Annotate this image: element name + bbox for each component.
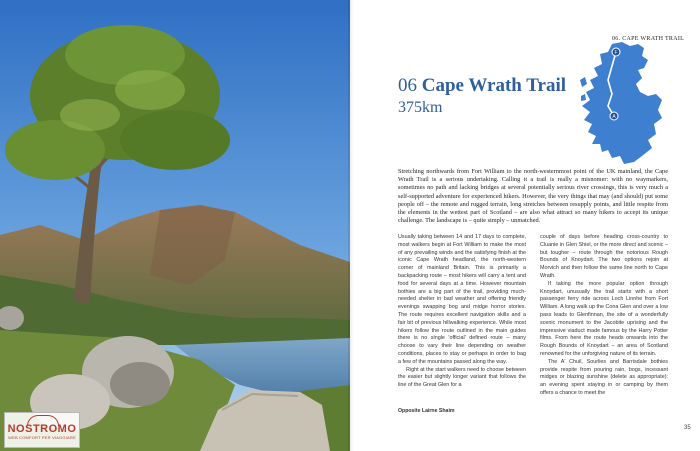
boulder-shade — [110, 362, 170, 406]
foliage — [120, 110, 230, 170]
route-heading — [398, 76, 566, 118]
body-paragraph: couple of days before heading cross-country to Cluanie in Glen Shiel, or the more direct and scenic – but tougher – route through the notorious Rough Bounds of Knoydart. The two options rejoin at Morvich and then follow the same line north to Cape Wrath. — [540, 234, 668, 279]
route-end-marker: A — [612, 114, 616, 120]
route-number: 06 — [398, 75, 417, 96]
route-start-marker: F — [614, 50, 618, 56]
foliage-highlight — [60, 99, 120, 131]
intro-paragraph: Stretching northwards from Fort William to the north-westernmost point of the UK mainland, the Cape Wrath Trail is a serious undertaking. Calling it a trail is really a misnomer: with no waymarkers, sometimes no path and lacking bridges at several potentially serious river crossings, this is very much a self-supported adventure for experienced hikers. However, the very things that may (and should) put some people off – the remote and rugged terrain, long stretches between resupply points, and little respite from the elements in the wettest part of Scotland – are also what attract so many hikers to accept its unique challenge. The landscape is – quite simply – unmatched. — [398, 168, 668, 225]
scotland-route-map — [578, 40, 664, 166]
watermark-logo — [4, 412, 80, 448]
running-head: 06. CAPE WRATH TRAIL — [612, 36, 685, 42]
route-title — [398, 76, 566, 96]
logo-arc — [27, 415, 59, 426]
logo-tagline: WEB COMFORT PER VIAGGIARE — [8, 435, 76, 440]
photo-caption: Opposite Lairne Shaim — [398, 408, 455, 414]
body-paragraph: Usually taking between 14 and 17 days to complete, most walkers begin at Fort William to make the most of any prevailing winds and the satisfying finish at the iconic Cape Wrath headland, the north-western corner of mainland Britain. This is primarily a backpacking route – most hikers will carry a tent and food for several days at a time. However mountain bothies are a big part of the trail, providing much-needed shelter in bad weather and offering friendly evenings swapping bog and midge horror stories. The route requires excellent navigation skills and a fair bit of previous hillwalking experience. While most hikers follow the route outlined in the main guides there is no single 'official' defined route – many choose to vary their line depending on weather conditions, places to stay or perhaps in order to bag a few of the mountains passed along the way. — [398, 234, 526, 365]
route-distance: 375km — [398, 99, 443, 116]
logo-brand: NOSTROMO — [7, 423, 77, 435]
foliage-highlight — [115, 70, 185, 110]
scotland-outline — [582, 42, 662, 164]
islands — [580, 77, 587, 101]
page-number: 35 — [684, 425, 691, 431]
body-paragraph: Right at the start walkers need to choose between the easier but slightly longer variant that follows the line of the Great Glen for a — [398, 366, 526, 389]
body-column-1 — [398, 234, 526, 390]
route-name: Cape Wrath Trail — [421, 75, 567, 96]
page-gutter — [348, 0, 354, 451]
body-paragraph: The A' Chuil, Sourlies and Barrisdale bothies provide respite from pouring rain, bogs, incessant midges or blazing sunshine (delete as appropriate): an evening spent staying in or camping by them offers a chance to meet the — [540, 358, 668, 396]
body-paragraph: If taking the more popular option through Knoydart, unusually the trail starts with a short passenger ferry ride across Loch Linnhe from Fort William. A long walk up the Cona Glen and over a low pass leads to Glenfinnan, the site of a wonderfully scenic monument to the Jacobite uprising and the impressive viaduct made famous by the Harry Potter films. From here the route heads onwards into the Rough Bounds of Knoydart – an area of Scotland renowned for the unforgiving nature of its terrain. — [540, 280, 668, 357]
body-column-2 — [540, 234, 668, 398]
